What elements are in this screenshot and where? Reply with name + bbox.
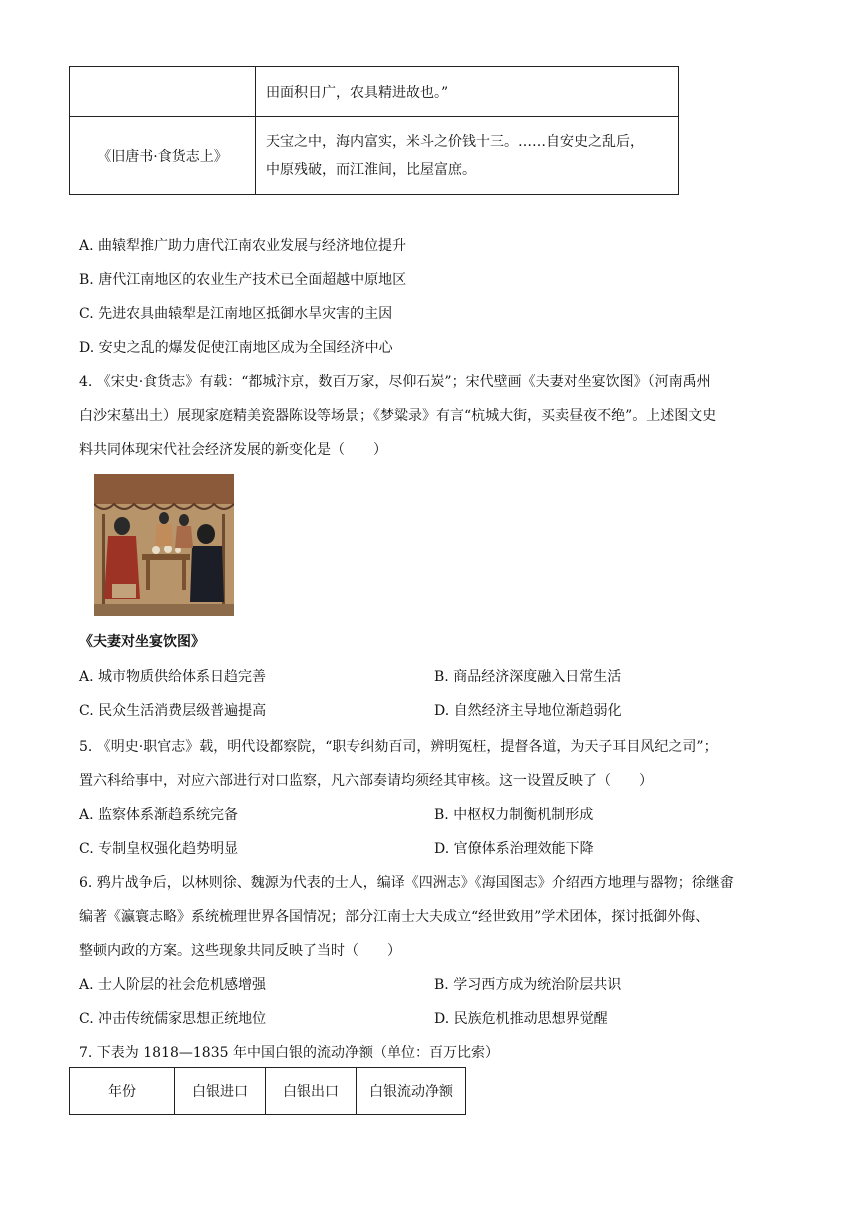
q5-stem-line: 置六科给事中，对应六部进行对口监察，凡六部奏请均须经其审核。这一设置反映了（ ） bbox=[79, 773, 653, 789]
q4-stem-line: 白沙宋墓出土）展现家庭精美瓷器陈设等场景；《梦粱录》有言“杭城大街，买卖昼夜不绝”。上述图文史 bbox=[79, 408, 717, 424]
q4-stem-line: 料共同体现宋代社会经济发展的新变化是（ ） bbox=[79, 442, 387, 458]
silver-flow-table bbox=[69, 1067, 466, 1115]
q4-option-c[interactable]: C. 民众生活消费层级普遍提高 bbox=[79, 703, 267, 719]
q3-option-a[interactable]: A. 曲辕犁推广助力唐代江南农业发展与经济地位提升 bbox=[79, 238, 407, 254]
text-line: 天宝之中，海内富实，米斗之价钱十三。……自安史之乱后， bbox=[266, 133, 644, 150]
table-header-row bbox=[70, 1068, 466, 1115]
q6-stem-line: 整顿内政的方案。这些现象共同反映了当时（ ） bbox=[79, 943, 401, 959]
table-header-cell: 白银进口 bbox=[175, 1068, 266, 1115]
table-row bbox=[70, 67, 679, 117]
q4-option-b[interactable]: B. 商品经济深度融入日常生活 bbox=[434, 669, 622, 685]
painting-caption: 《夫妻对坐宴饮图》 bbox=[79, 634, 205, 650]
banquet-painting-image bbox=[94, 474, 234, 616]
table-cell-text bbox=[256, 117, 679, 195]
table-cell-source bbox=[70, 67, 256, 117]
table-row bbox=[70, 117, 679, 195]
q4-stem-line: 4. 《宋史·食货志》有载：“都城汴京，数百万家，尽仰石炭”；宋代壁画《夫妻对坐宴饮图》（河南禹州 bbox=[79, 374, 711, 390]
text-line: 中原残破，而江淮间，比屋富庶。 bbox=[266, 161, 476, 178]
table-header-cell: 白银出口 bbox=[266, 1068, 357, 1115]
q3-option-c[interactable]: C. 先进农具曲辕犁是江南地区抵御水旱灾害的主因 bbox=[79, 306, 393, 322]
q6-stem-line: 6. 鸦片战争后，以林则徐、魏源为代表的士人，编译《四洲志》《海国图志》介绍西方地理与器物；徐继畬 bbox=[79, 875, 734, 891]
q5-option-b[interactable]: B. 中枢权力制衡机制形成 bbox=[434, 807, 594, 823]
q4-option-d[interactable]: D. 自然经济主导地位渐趋弱化 bbox=[434, 703, 622, 719]
q5-option-c[interactable]: C. 专制皇权强化趋势明显 bbox=[79, 841, 239, 857]
q6-stem-line: 编著《瀛寰志略》系统梳理世界各国情况；部分江南士大夫成立“经世致用”学术团体，探讨抵御外侮、 bbox=[79, 909, 710, 925]
q4-option-a[interactable]: A. 城市物质供给体系日趋完善 bbox=[79, 669, 267, 685]
q3-option-d[interactable]: D. 安史之乱的爆发促使江南地区成为全国经济中心 bbox=[79, 340, 393, 356]
table-cell-source: 《旧唐书·食货志上》 bbox=[70, 117, 256, 195]
q5-option-a[interactable]: A. 监察体系渐趋系统完备 bbox=[79, 807, 239, 823]
q6-option-d[interactable]: D. 民族危机推动思想界觉醒 bbox=[434, 1011, 608, 1027]
q7-stem-line: 7. 下表为 1818—1835 年中国白银的流动净额（单位：百万比索） bbox=[79, 1045, 499, 1061]
table-header-cell: 年份 bbox=[70, 1068, 175, 1115]
q5-stem-line: 5. 《明史·职官志》载，明代设都察院，“职专纠劾百司，辨明冤枉，提督各道，为天子耳目风纪之司”； bbox=[79, 739, 718, 755]
source-table bbox=[69, 66, 679, 195]
q3-option-b[interactable]: B. 唐代江南地区的农业生产技术已全面超越中原地区 bbox=[79, 272, 407, 288]
q6-option-b[interactable]: B. 学习西方成为统治阶层共识 bbox=[434, 977, 622, 993]
q6-option-a[interactable]: A. 士人阶层的社会危机感增强 bbox=[79, 977, 267, 993]
q6-option-c[interactable]: C. 冲击传统儒家思想正统地位 bbox=[79, 1011, 267, 1027]
table-cell-text: 田面积日广，农具精进故也。” bbox=[256, 67, 679, 117]
table-header-cell: 白银流动净额 bbox=[357, 1068, 466, 1115]
q5-option-d[interactable]: D. 官僚体系治理效能下降 bbox=[434, 841, 594, 857]
